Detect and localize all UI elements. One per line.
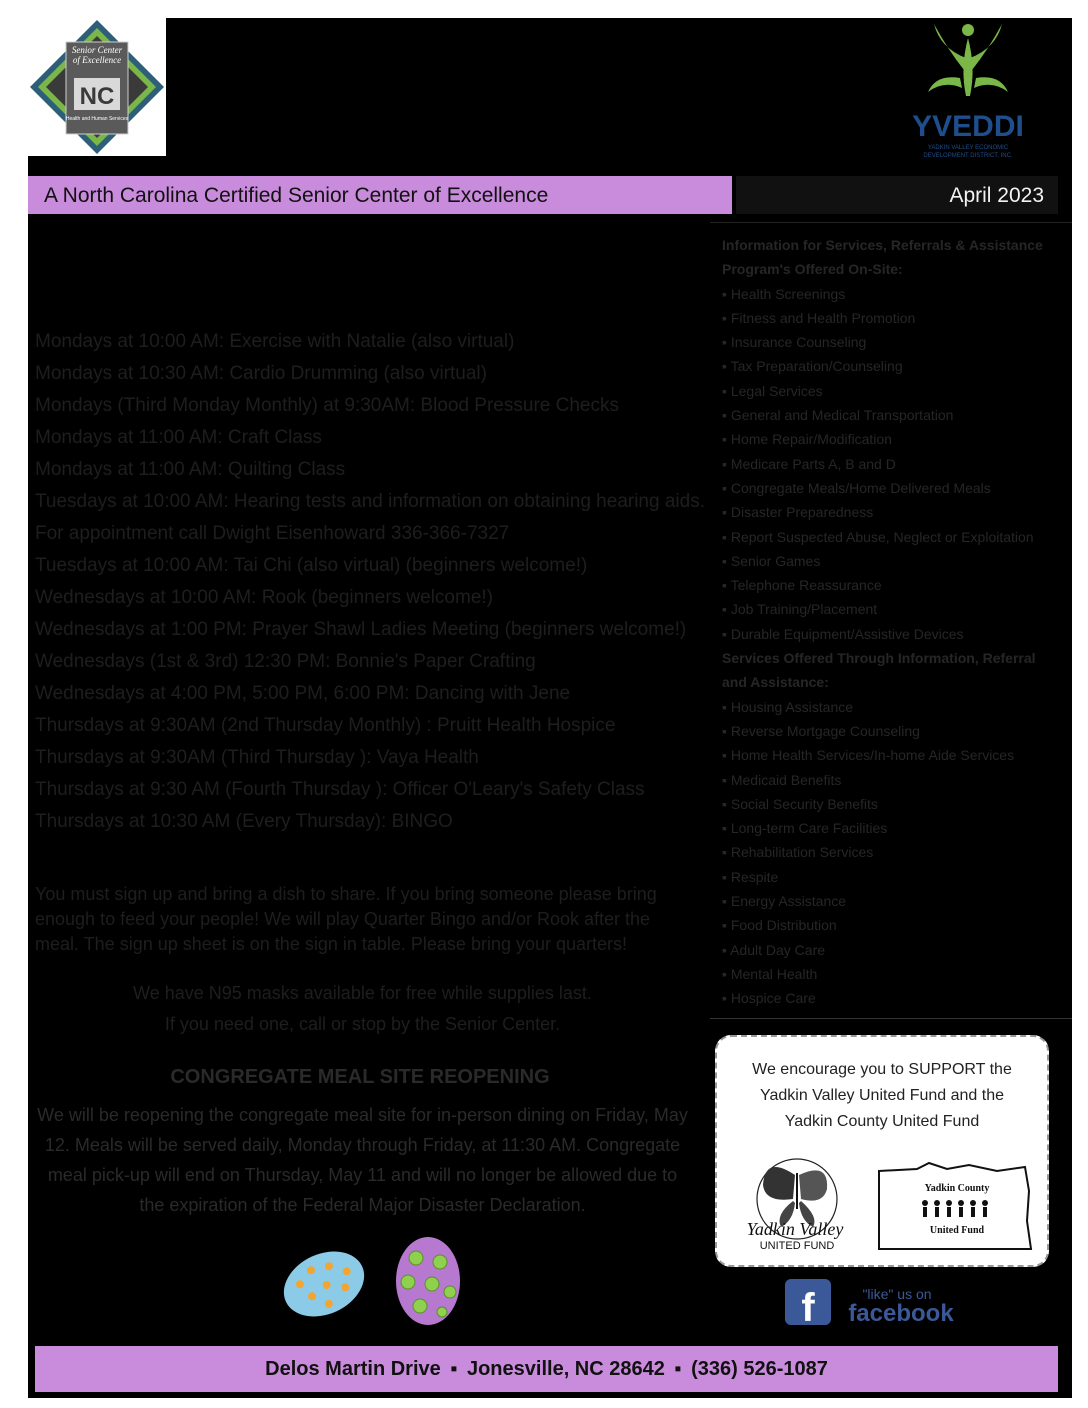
yadkin-county-united-fund-logo xyxy=(877,1161,1035,1253)
facebook-icon xyxy=(785,1275,965,1337)
service-item-label: Long-term Care Facilities xyxy=(730,820,888,837)
bullet-icon: ▪ xyxy=(722,601,731,618)
service-item-label: Legal Services xyxy=(730,382,823,399)
bullet-icon: ▪ xyxy=(722,990,731,1007)
bullet-icon: ▪ xyxy=(722,382,731,399)
yveddi-logo xyxy=(900,18,1050,163)
bullet-icon: ▪ xyxy=(722,504,731,521)
yveddi-people-icon xyxy=(900,18,1050,163)
weekly-schedule xyxy=(35,328,705,840)
service-item-label: Hospice Care xyxy=(730,990,816,1007)
svg-text:f: f xyxy=(801,1286,815,1330)
bullet-icon: ▪ xyxy=(722,309,731,326)
service-item-label: Reverse Mortgage Counseling xyxy=(730,722,920,739)
services-heading-onsite: Information for Services, Referrals & Assistance xyxy=(722,237,1043,253)
potluck-notice: You must sign up and bring a dish to share. If you bring someone please bring enough to feed your people! We will play Quarter Bingo and/or Rook after the meal. The sign up sheet is on the sign in table. Please bring your quarters! xyxy=(35,884,657,954)
service-item-label: Medicaid Benefits xyxy=(730,771,842,788)
service-item-label: Health Screenings xyxy=(730,285,846,302)
schedule-item: Wednesdays at 4:00 PM, 5:00 PM, 6:00 PM: Dancing with Jene xyxy=(35,683,571,704)
footer-separator: ▪ xyxy=(674,1358,682,1380)
service-item-label: Tax Preparation/Counseling xyxy=(730,358,903,375)
congregate-title: CONGREGATE MEAL SITE REOPENING xyxy=(170,1066,550,1088)
service-item-label: Fitness and Health Promotion xyxy=(730,309,916,326)
schedule-item: Thursdays at 9:30 AM (Fourth Thursday ): Officer O'Leary's Safety Class xyxy=(35,779,645,800)
service-item xyxy=(722,550,1062,574)
schedule-item: Mondays at 11:00 AM: Craft Class xyxy=(35,427,322,448)
service-item xyxy=(722,720,1062,744)
bullet-icon: ▪ xyxy=(722,795,731,812)
service-item-label: Home Repair/Modification xyxy=(730,431,892,448)
service-item xyxy=(722,355,1062,379)
services-heading-onsite-2: Program's Offered On-Site: xyxy=(722,261,903,278)
schedule-item: Wednesdays (1st & 3rd) 12:30 PM: Bonnie's Paper Crafting xyxy=(35,651,536,672)
bullet-icon: ▪ xyxy=(722,698,731,715)
yveddi-subtitle1: YADKIN VALLEY ECONOMIC xyxy=(927,145,1009,151)
bullet-icon: ▪ xyxy=(722,893,731,910)
fund2-name: Yadkin County xyxy=(924,1183,990,1194)
butterfly-icon xyxy=(735,1155,855,1255)
service-item-label: Home Health Services/In-home Aide Services xyxy=(730,747,1015,764)
bullet-icon: ▪ xyxy=(722,577,731,594)
service-item-label: Medicare Parts A, B and D xyxy=(730,455,896,472)
yveddi-subtitle2: DEVELOPMENT DISTRICT, INC. xyxy=(923,153,1013,159)
service-item xyxy=(722,744,1062,768)
facebook-name: facebook xyxy=(848,1300,954,1327)
county-map-icon xyxy=(877,1161,1035,1253)
schedule-item: Thursdays at 10:30 AM (Every Thursday): BINGO xyxy=(35,811,453,832)
bullet-icon: ▪ xyxy=(722,455,731,472)
badge-line1: Senior Center xyxy=(71,45,123,55)
easter-egg-icon xyxy=(280,1236,470,1326)
badge-state: NC xyxy=(79,83,115,110)
bullet-icon: ▪ xyxy=(722,552,731,569)
support-line3: Yadkin County United Fund xyxy=(784,1113,980,1130)
service-item-label: Mental Health xyxy=(730,965,818,982)
service-item xyxy=(722,841,1062,865)
bullet-icon: ▪ xyxy=(722,479,731,496)
footer-street: Delos Martin Drive xyxy=(265,1358,441,1380)
banner-title: A North Carolina Certified Senior Center of Excellence xyxy=(44,184,549,207)
congregate-body: We will be reopening the congregate meal site for in-person dining on Friday, May 12. Meals will be served daily, Monday through Friday, at 11:30 AM. Congregate meal pick-up will end on Thursday, May 11 and will no longer be allowed due to the expiration of the Federal Major Disaster Declaration. xyxy=(37,1105,688,1215)
fund2-sub: United Fund xyxy=(929,1225,985,1236)
schedule-item: Tuesdays at 10:00 AM: Tai Chi (also virtual) (beginners welcome!) xyxy=(35,555,588,576)
service-item-label: Disaster Preparedness xyxy=(730,504,874,521)
footer-address xyxy=(35,1358,1058,1381)
bullet-icon: ▪ xyxy=(722,771,731,788)
service-item xyxy=(722,477,1062,501)
service-item-label: Rehabilitation Services xyxy=(730,844,874,861)
schedule-item: Mondays (Third Monday Monthly) at 9:30AM: Blood Pressure Checks xyxy=(35,395,619,416)
bullet-icon: ▪ xyxy=(722,407,731,424)
service-item-label: Insurance Counseling xyxy=(730,334,867,351)
support-line1: We encourage you to SUPPORT the xyxy=(752,1061,1012,1078)
bullet-icon: ▪ xyxy=(722,285,731,302)
bullet-icon: ▪ xyxy=(722,868,731,885)
title-banner xyxy=(28,176,732,214)
badge-line2: of Excellence xyxy=(72,55,122,65)
footer-phone: (336) 526-1087 xyxy=(691,1358,828,1380)
bullet-icon: ▪ xyxy=(722,941,731,958)
service-item-label: Energy Assistance xyxy=(730,893,847,910)
masks-line1: We have N95 masks available for free while supplies last. xyxy=(133,983,592,1003)
service-item xyxy=(722,987,1062,1011)
excellence-badge-icon xyxy=(28,18,166,156)
services-sidebar xyxy=(722,234,1062,1012)
service-item xyxy=(722,307,1062,331)
facebook-like-text: "like" us on xyxy=(862,1286,932,1302)
issue-date-box xyxy=(736,176,1058,214)
service-item xyxy=(722,574,1062,598)
support-line2: Yadkin Valley United Fund and the xyxy=(759,1087,1004,1104)
service-item xyxy=(722,793,1062,817)
schedule-item: Mondays at 11:00 AM: Quilting Class xyxy=(35,459,346,480)
service-item xyxy=(722,404,1062,428)
service-item xyxy=(722,526,1062,550)
bullet-icon: ▪ xyxy=(722,625,731,642)
schedule-item: For appointment call Dwight Eisenhoward 336-366-7327 xyxy=(35,523,510,544)
bullet-icon: ▪ xyxy=(722,334,731,351)
facebook-like-badge[interactable] xyxy=(785,1275,965,1337)
referral-services-list xyxy=(722,696,1062,1012)
schedule-item: Mondays at 10:00 AM: Exercise with Natalie (also virtual) xyxy=(35,331,515,352)
senior-center-excellence-logo xyxy=(28,18,166,156)
service-item xyxy=(722,623,1062,647)
service-item xyxy=(722,866,1062,890)
service-item-label: Congregate Meals/Home Delivered Meals xyxy=(730,479,991,496)
bullet-icon: ▪ xyxy=(722,358,731,375)
service-item xyxy=(722,283,1062,307)
onsite-services-list xyxy=(722,283,1062,647)
bullet-icon: ▪ xyxy=(722,528,731,545)
sidebar-bottom-divider xyxy=(710,1018,1072,1019)
bullet-icon: ▪ xyxy=(722,965,731,982)
service-item xyxy=(722,453,1062,477)
yadkin-valley-united-fund-logo xyxy=(735,1155,855,1255)
united-fund-support-box xyxy=(715,1035,1049,1267)
services-heading-referral-2: and Assistance: xyxy=(722,674,829,691)
support-text xyxy=(717,1057,1047,1135)
fund1-name: Yadkin Valley xyxy=(746,1219,844,1239)
schedule-item: Thursdays at 9:30AM (2nd Thursday Monthly) : Pruitt Health Hospice xyxy=(35,715,616,736)
service-item xyxy=(722,598,1062,622)
masks-notice xyxy=(35,978,690,1040)
yveddi-name: YVEDDI xyxy=(912,110,1024,143)
issue-date: April 2023 xyxy=(949,184,1044,207)
service-item xyxy=(722,696,1062,720)
bullet-icon: ▪ xyxy=(722,747,731,764)
service-item-label: Senior Games xyxy=(730,552,821,569)
sidebar-top-divider xyxy=(710,222,1072,223)
schedule-item: Tuesdays at 10:00 AM: Hearing tests and information on obtaining hearing aids. xyxy=(35,491,705,512)
service-item xyxy=(722,428,1062,452)
easter-eggs-illustration xyxy=(280,1236,470,1326)
service-item-label: Report Suspected Abuse, Neglect or Exploitation xyxy=(730,528,1034,545)
bullet-icon: ▪ xyxy=(722,917,731,934)
services-heading-referral: Services Offered Through Information, Referral xyxy=(722,650,1036,667)
service-item xyxy=(722,331,1062,355)
service-item-label: Social Security Benefits xyxy=(730,795,878,812)
service-item xyxy=(722,914,1062,938)
schedule-item: Thursdays at 9:30AM (Third Thursday ): Vaya Health xyxy=(35,747,479,768)
footer-separator: ▪ xyxy=(450,1358,458,1380)
bullet-icon: ▪ xyxy=(722,844,731,861)
bullet-icon: ▪ xyxy=(722,722,731,739)
service-item xyxy=(722,963,1062,987)
service-item-label: Housing Assistance xyxy=(730,698,854,715)
service-item xyxy=(722,817,1062,841)
service-item-label: Food Distribution xyxy=(730,917,837,934)
schedule-item: Wednesdays at 10:00 AM: Rook (beginners welcome!) xyxy=(35,587,493,608)
bullet-icon: ▪ xyxy=(722,431,731,448)
fund1-sub: UNITED FUND xyxy=(759,1240,835,1252)
service-item-label: Respite xyxy=(730,868,779,885)
service-item-label: Job Training/Placement xyxy=(730,601,878,618)
service-item xyxy=(722,501,1062,525)
schedule-item: Mondays at 10:30 AM: Cardio Drumming (also virtual) xyxy=(35,363,487,384)
badge-dept: Health and Human Services xyxy=(65,116,129,122)
masks-line2: If you need one, call or stop by the Senior Center. xyxy=(164,1014,561,1034)
service-item-label: Durable Equipment/Assistive Devices xyxy=(730,625,964,642)
service-item-label: Telephone Reassurance xyxy=(730,577,882,594)
service-item xyxy=(722,380,1062,404)
service-item-label: General and Medical Transportation xyxy=(730,407,954,424)
service-item xyxy=(722,890,1062,914)
service-item xyxy=(722,769,1062,793)
bullet-icon: ▪ xyxy=(722,820,731,837)
address-footer xyxy=(35,1346,1058,1392)
service-item-label: Adult Day Care xyxy=(730,941,826,958)
footer-city: Jonesville, NC 28642 xyxy=(466,1358,665,1380)
schedule-item: Wednesdays at 1:00 PM: Prayer Shawl Ladies Meeting (beginners welcome!) xyxy=(35,619,687,640)
service-item xyxy=(722,939,1062,963)
